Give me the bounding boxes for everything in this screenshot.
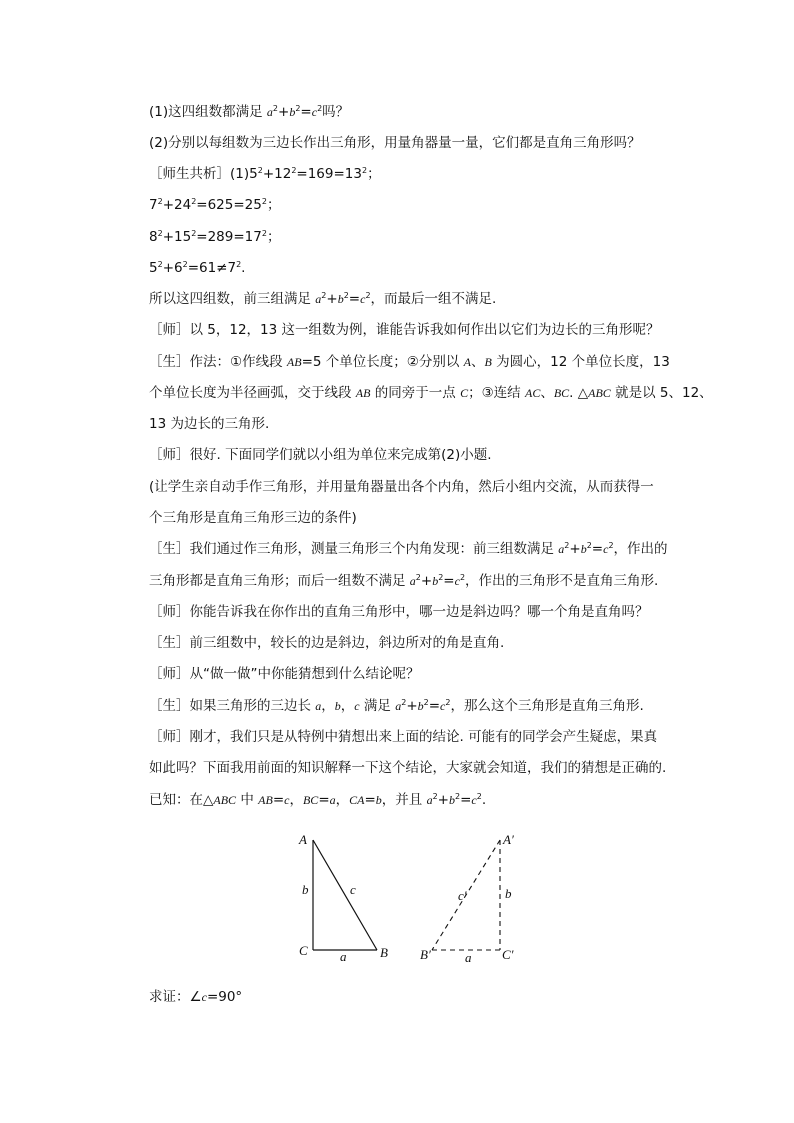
student-method-2: 个单位长度为半径画弧，交于线段 AB 的同旁于一点 C；③连结 AC、BC. △ABC 就是以 5、12、 <box>149 385 713 401</box>
side-c <box>313 840 377 950</box>
given-statement: 已知：在△ABC 中 AB=c，BC=a，CA=b，并且 $a^2+b^2=c^2$. <box>149 792 487 808</box>
label-c-prime: c′ <box>458 888 467 903</box>
question-1: (1)这四组数都满足 $a^2+b^2=c^2$吗？ <box>149 104 350 120</box>
teacher-question-3: ［师］从“做一做”中你能猜想到什么结论呢？ <box>149 666 420 682</box>
teacher-instruction: ［师］很好. 下面同学们就以小组为单位来完成第(2)小题. <box>149 447 492 463</box>
analysis-line-2: $7^2+24^2=625=25^2$； <box>149 197 281 213</box>
activity-note-1: (让学生亲自动手作三角形，并用量角器量出各个内角，然后小组内交流，从而获得一 <box>149 479 654 495</box>
label-a: a <box>340 949 347 964</box>
label-a-prime: a <box>465 950 472 965</box>
teacher-question-2: ［师］你能告诉我在你作出的直角三角形中，哪一边是斜边吗？哪一个角是直角吗？ <box>149 604 649 620</box>
label-C: C <box>299 943 308 958</box>
teacher-question: ［师］以 5，12，13 这一组数为例，谁能告诉我如何作出以它们为边长的三角形呢？ <box>149 322 660 338</box>
prove-statement: 求证：∠c=90° <box>149 989 243 1005</box>
label-A: A <box>299 832 307 847</box>
label-c: c <box>350 882 356 897</box>
activity-note-2: 个三角形是直角三角形三边的条件) <box>149 510 357 526</box>
teacher-explanation-1: ［师］刚才，我们只是从特例中猜想出来上面的结论. 可能有的同学会产生疑虑，果真 <box>149 729 658 745</box>
label-C-prime: C′ <box>502 947 514 962</box>
label-B-prime: B′ <box>420 947 431 962</box>
label-B: B <box>380 945 388 960</box>
label-b: b <box>302 882 309 897</box>
student-method-1: ［生］作法：①作线段 AB=5 个单位长度；②分别以 A、B 为圆心，12 个单位长度，13 <box>149 354 670 370</box>
student-method-3: 13 为边长的三角形. <box>149 416 270 432</box>
student-finding-2: 三角形都是直角三角形；而后一组数不满足 $a^2+b^2=c^2$，作出的三角形不是直角三角形. <box>149 573 659 589</box>
question-2: (2)分别以每组数为三边长作出三角形，用量角器量一量，它们都是直角三角形吗？ <box>149 135 641 151</box>
student-answer-2: ［生］前三组数中，较长的边是斜边，斜边所对的角是直角. <box>149 635 505 651</box>
student-finding-1: ［生］我们通过作三角形，测量三角形三个内角发现：前三组数满足 $a^2+b^2=c^2$，作出的 <box>149 541 668 557</box>
triangle-abc <box>313 840 377 950</box>
label-A-prime: A′ <box>503 832 514 847</box>
teacher-explanation-2: 如此吗？下面我用前面的知识解释一下这个结论，大家就会知道，我们的猜想是正确的. <box>149 760 667 776</box>
student-conjecture: ［生］如果三角形的三边长 a，b，c 满足 $a^2+b^2=c^2$，那么这个三角形是直角三角形. <box>149 698 644 714</box>
analysis-line-4: $5^2+6^2=61\ne 7^2$. <box>149 260 246 276</box>
analysis-line-1: ［师生共析$](1)5^2+12^2=169=13^2$； <box>149 166 381 182</box>
triangle-figure <box>0 828 794 978</box>
conclusion-line: 所以这四组数，前三组满足 $a^2+b^2=c^2$，而最后一组不满足. <box>149 291 497 307</box>
analysis-line-3: $8^2+15^2=289=17^2$； <box>149 229 281 245</box>
label-b-prime: b <box>505 886 512 901</box>
